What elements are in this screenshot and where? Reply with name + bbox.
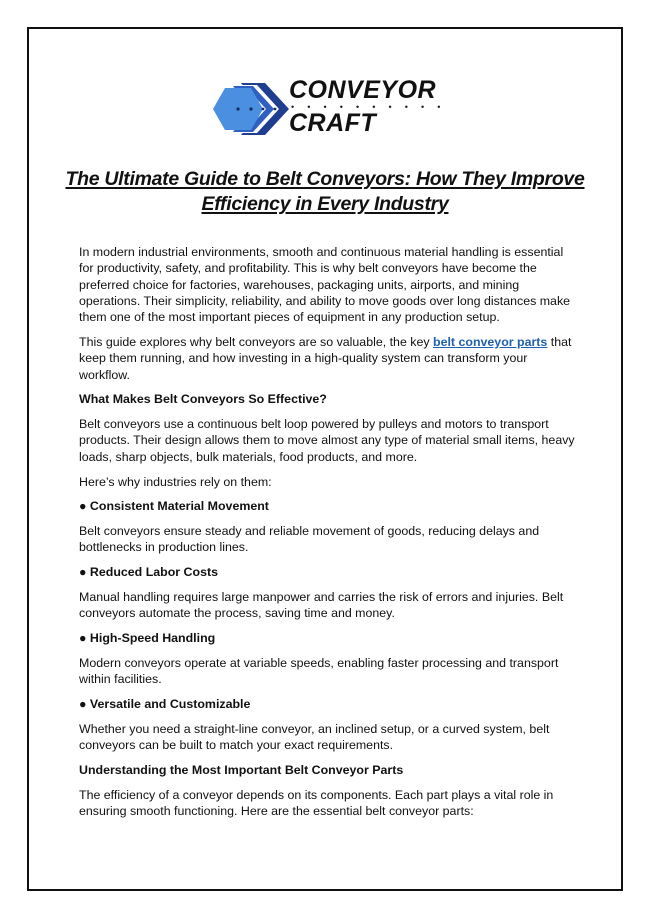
belt-conveyor-parts-link[interactable]: belt conveyor parts <box>433 334 548 349</box>
section1-paragraph-1: Belt conveyors use a continuous belt loop powered by pulleys and motors to transport products. Their design allows them to move almost any type of material small items, heavy loads, sharp objects, bulk materials, food products, and more. <box>79 417 575 464</box>
intro-paragraph-1: In modern industrial environments, smooth and continuous material handling is essential for productivity, safety, and profitability. This is why belt conveyors have become the preferred choice for factories, warehouses, packaging units, airports, and mining operations. Their simplicity, reliability, and ability to move goods over long distances make them one of the most important pieces of equipment in any production setup. <box>79 245 571 325</box>
bullet-heading-consistent-movement: ● Consistent Material Movement <box>79 499 269 514</box>
bullet-heading-reduced-labor: ● Reduced Labor Costs <box>79 565 218 580</box>
hexagon-chevron-logo-icon <box>211 80 291 138</box>
bullet-text-consistent-movement: Belt conveyors ensure steady and reliable movement of goods, reducing delays and bottlenecks in production lines. <box>79 524 540 555</box>
document-body <box>79 244 579 828</box>
bullet-text-versatile: Whether you need a straight-line conveyor, an inclined setup, or a curved system, belt conveyors can be built to match your exact requirements. <box>79 721 550 753</box>
logo-wordmark-craft: CRAFT <box>289 109 377 137</box>
section-heading-effective: What Makes Belt Conveyors So Effective? <box>79 392 327 407</box>
intro-paragraph-2 <box>79 334 579 383</box>
bullet-text-reduced-labor: Manual handling requires large manpower and carries the risk of errors and injuries. Belt conveyors automate the process, saving time and money. <box>79 590 564 621</box>
intro-text-before-link: This guide explores why belt conveyors are so valuable, the key <box>79 334 434 349</box>
document-title: The Ultimate Guide to Belt Conveyors: How They Improve Efficiency in Every Industry <box>65 168 585 215</box>
bullet-heading-high-speed: ● High-Speed Handling <box>79 631 216 646</box>
bullet-heading-versatile: ● Versatile and Customizable <box>79 697 251 712</box>
bullet-text-high-speed: Modern conveyors operate at variable speeds, enabling faster processing and transport within facilities. <box>79 655 559 687</box>
section-heading-parts: Understanding the Most Important Belt Conveyor Parts <box>79 762 404 777</box>
section2-paragraph-1: The efficiency of a conveyor depends on its components. Each part plays a vital role in ensuring smooth functioning. Here are the essential belt conveyor parts: <box>79 787 554 819</box>
intro-text-after-link: that keep them running, and how investing in a high-quality system can transform your workflow. <box>79 334 572 382</box>
logo-dots-divider: • • • • • • • • • • <box>291 102 446 112</box>
logo-wordmark-conveyor: CONVEYOR <box>289 76 437 104</box>
conveyor-craft-logo <box>211 76 446 140</box>
section1-paragraph-2: Here’s why industries rely on them: <box>79 474 272 489</box>
